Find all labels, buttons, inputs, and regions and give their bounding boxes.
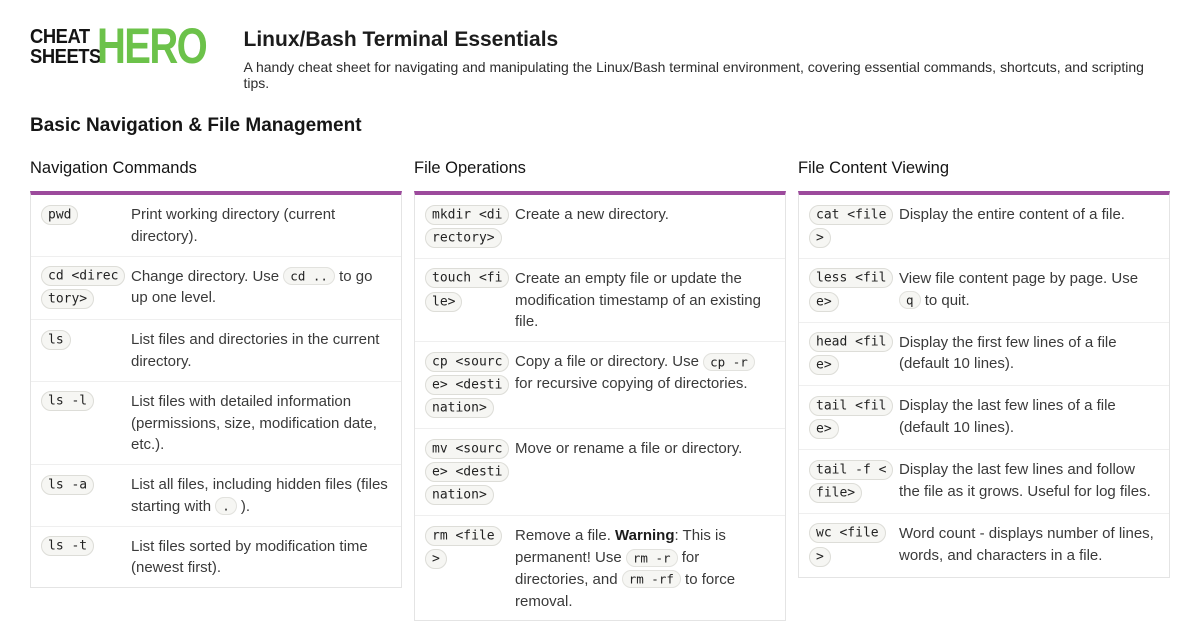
table-row (799, 258, 1169, 322)
command-description: List all files, including hidden files (files starting with . ). (131, 476, 388, 515)
command-code: pwd (41, 205, 78, 225)
command-code: cd <directory> (41, 266, 125, 309)
command-code: head <file> (809, 332, 893, 375)
columns (30, 153, 1170, 621)
command-cell (809, 267, 889, 314)
command-description: List files sorted by modification time (newest first). (131, 537, 368, 577)
command-cell (425, 267, 505, 333)
table-row (31, 256, 401, 320)
command-description: Display the entire content of a file. (899, 206, 1125, 223)
command-table (798, 191, 1170, 578)
inline-code-chip: rm -rf (622, 570, 681, 588)
warning-emphasis: Warning (615, 527, 675, 545)
cheat-column (798, 153, 1170, 578)
page-subtitle: A handy cheat sheet for navigating and manipulating the Linux/Bash terminal environment, covering essential commands, shortcuts, and scripting tips. (243, 59, 1144, 91)
command-description: View file content page by page. Use q to quit. (899, 269, 1139, 309)
header (0, 0, 1200, 91)
command-code: ls -l (41, 391, 94, 411)
cheat-column (30, 153, 402, 588)
title-block (244, 26, 1171, 91)
command-cell (41, 203, 121, 248)
command-description: Change directory. Use cd .. to go up one level. (131, 267, 373, 307)
command-cell (41, 473, 121, 518)
table-row (799, 195, 1169, 258)
table-row (799, 385, 1169, 449)
command-cell (41, 265, 121, 312)
inline-code-chip: q (899, 291, 921, 309)
command-code: touch <file> (425, 268, 509, 311)
command-cell (41, 328, 121, 373)
command-code: less <file> (809, 268, 893, 311)
command-cell (809, 331, 889, 378)
command-description: Display the last few lines and follow the file as it grows. Useful for log files. (899, 461, 1151, 500)
command-code: cat <file> (809, 205, 893, 248)
command-description: Display the last few lines of a file (default 10 lines). (899, 397, 1116, 437)
command-cell (425, 524, 505, 612)
table-row (31, 381, 401, 464)
command-code: cp <source> <destination> (425, 352, 509, 419)
command-cell (809, 522, 889, 569)
cheatsheetshero-logo[interactable] (30, 18, 234, 74)
inline-code-chip: rm -r (626, 549, 678, 567)
table-row (31, 319, 401, 381)
command-code: rm <file> (425, 526, 502, 569)
table-row (415, 195, 785, 258)
command-description: Create an empty file or update the modification timestamp of an existing file. (515, 269, 761, 331)
command-description: Move or rename a file or directory. (515, 440, 743, 458)
table-row (415, 341, 785, 428)
command-description: Word count - displays number of lines, words, and characters in a file. (899, 524, 1154, 564)
command-code: mv <source> <destination> (425, 439, 509, 506)
table-row (415, 428, 785, 515)
inline-code-chip: cd .. (283, 267, 335, 285)
table-row (799, 513, 1169, 577)
command-cell (41, 535, 121, 580)
cheat-column (414, 153, 786, 621)
table-row (415, 515, 785, 620)
table-row (31, 526, 401, 588)
command-cell (809, 394, 889, 441)
command-cell (425, 437, 505, 507)
command-code: ls (41, 330, 71, 350)
command-code: mkdir <directory> (425, 205, 509, 248)
command-cell (809, 203, 889, 250)
command-cell (809, 458, 889, 505)
table-row (415, 258, 785, 341)
column-title: File Content Viewing (798, 159, 950, 177)
command-table (30, 191, 402, 588)
logo-accent: HERO (97, 18, 207, 74)
table-row (799, 449, 1169, 513)
command-description: List files and directories in the current directory. (131, 331, 380, 371)
logo-line1: CHEAT (30, 25, 90, 48)
command-code: ls -t (41, 536, 94, 556)
command-description: Copy a file or directory. Use cp -r for recursive copying of directories. (515, 350, 775, 420)
command-cell (425, 350, 505, 420)
command-table (414, 191, 786, 621)
inline-code-chip: cp -r (703, 353, 755, 371)
inline-code-chip: . (215, 497, 237, 515)
command-description: Create a new directory. (515, 206, 669, 223)
table-row (31, 195, 401, 256)
command-cell (41, 390, 121, 456)
command-code: tail -f <file> (809, 460, 893, 503)
command-code: ls -a (41, 475, 94, 495)
column-title: File Operations (414, 159, 526, 177)
command-code: tail <file> (809, 396, 893, 439)
column-title: Navigation Commands (30, 159, 197, 177)
logo-line2: SHEETS (30, 45, 101, 68)
table-row (799, 322, 1169, 386)
command-cell (425, 203, 505, 250)
page-title: Linux/Bash Terminal Essentials (243, 28, 559, 51)
command-description: Display the first few lines of a file (default 10 lines). (899, 333, 1117, 373)
command-description: Remove a file. Warning: This is permanent! Use rm -r for directories, and rm -rf to force removal. (515, 527, 736, 610)
logo-wordmark (30, 27, 101, 67)
table-row (31, 464, 401, 526)
command-description: List files with detailed information (permissions, size, modification date, etc.). (131, 392, 377, 454)
command-description: Print working directory (current directory). (131, 206, 336, 245)
section-title: Basic Navigation & File Management (30, 115, 362, 136)
command-code: wc <file> (809, 523, 886, 566)
